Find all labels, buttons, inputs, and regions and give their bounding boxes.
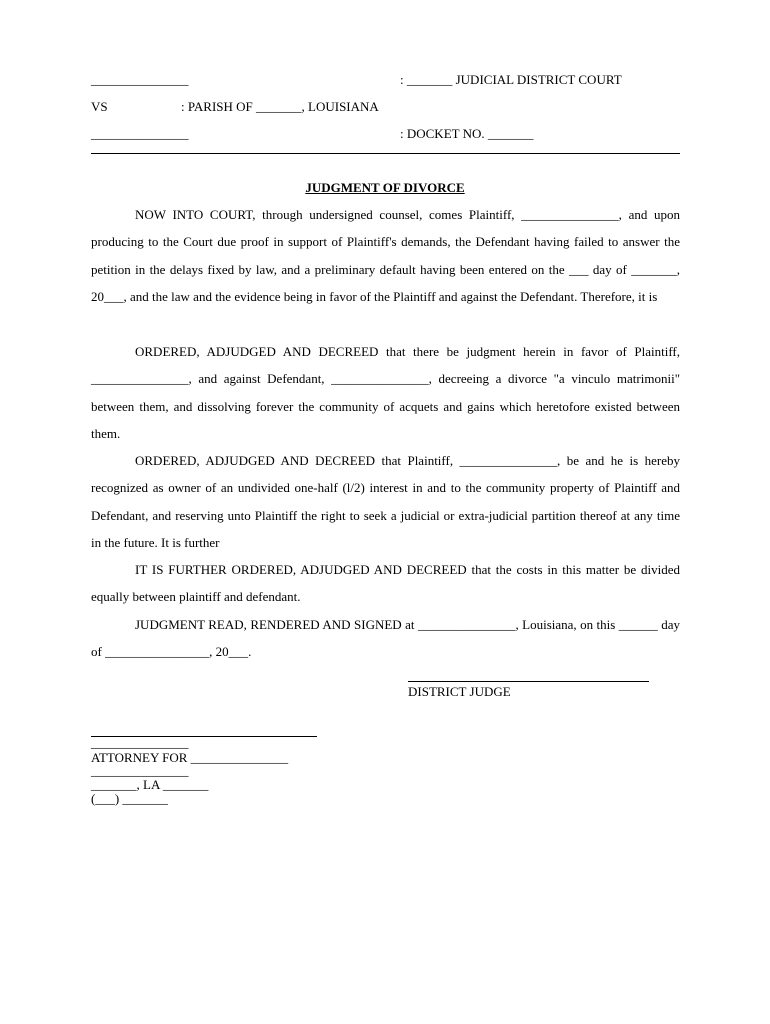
parish-line: : PARISH OF _______, LOUISIANA [181, 99, 379, 114]
attorney-name-blank[interactable]: _______________ [91, 735, 189, 750]
attorney-city-line[interactable]: _______, LA _______ [91, 777, 209, 792]
paragraph-signed: JUDGMENT READ, RENDERED AND SIGNED at _______________, Louisiana, on this ______ day of ________________, 20___. [91, 617, 680, 660]
attorney-phone-line[interactable]: (___) _______ [91, 791, 168, 806]
plaintiff-name-blank[interactable]: _______________ [91, 72, 189, 87]
attorney-address-blank[interactable]: _______________ [91, 763, 189, 778]
judge-signature-line[interactable] [408, 681, 649, 682]
defendant-name-blank[interactable]: _______________ [91, 126, 189, 141]
court-name: : _______ JUDICIAL DISTRICT COURT [400, 72, 622, 87]
document-title: JUDGMENT OF DIVORCE [305, 180, 465, 195]
versus-label: VS [91, 99, 108, 114]
paragraph-divorce-decree: ORDERED, ADJUDGED AND DECREED that there be judgment herein in favor of Plaintiff, _______________, and against Defendant, _______________, decreeing a divorce "a vinculo matrimonii" between them, and dissolving forever the community of acquets and gains which heretofore existed between them. [91, 344, 680, 441]
caption-divider [91, 153, 680, 154]
district-judge-label: DISTRICT JUDGE [408, 684, 511, 699]
paragraph-costs: IT IS FURTHER ORDERED, ADJUDGED AND DECREED that the costs in this matter be divided equally between plaintiff and defendant. [91, 562, 680, 605]
paragraph-into-court: NOW INTO COURT, through undersigned counsel, comes Plaintiff, _______________, and upon producing to the Court due proof in support of Plaintiff's demands, the Defendant having failed to answer the petition in the delays fixed by law, and a preliminary default having been entered on the ___ day of _______, 20___, and the law and the evidence being in favor of the Plaintiff and against the Defendant. Therefore, it is [91, 207, 680, 304]
attorney-for-line: ATTORNEY FOR _______________ [91, 750, 289, 765]
docket-number: : DOCKET NO. _______ [400, 126, 534, 141]
paragraph-community-property: ORDERED, ADJUDGED AND DECREED that Plaintiff, _______________, be and he is hereby recognized as owner of an undivided one-half (l/2) interest in and to the community property of Plaintiff and Defendant, and reserving unto Plaintiff the right to seek a judicial or extra-judicial partition thereof at any time in the future. It is further [91, 453, 680, 550]
